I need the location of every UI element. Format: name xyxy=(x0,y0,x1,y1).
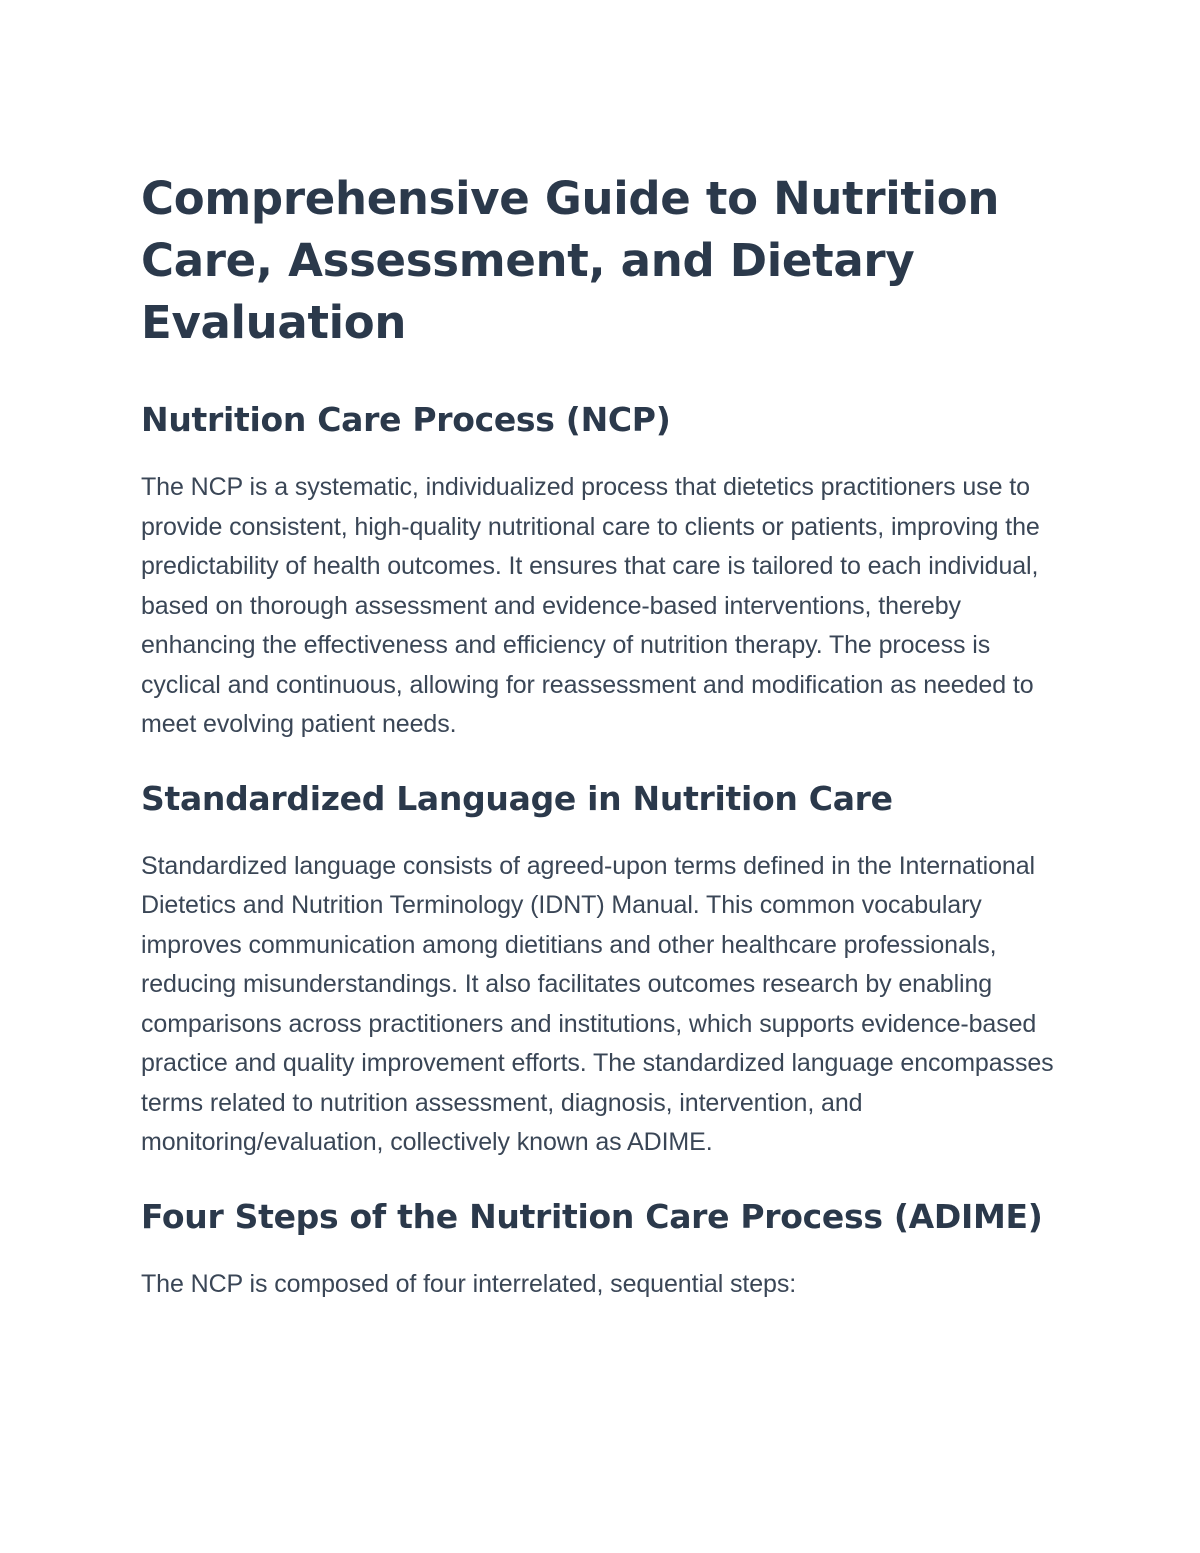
section-heading: Standardized Language in Nutrition Care xyxy=(141,778,893,818)
document-title: Comprehensive Guide to Nutrition Care, Assessment, and Dietary Evaluation xyxy=(141,172,1000,349)
section-paragraph: The NCP is a systematic, individualized process that dietetics practitioners use to provide consistent, high-quality nutritional care to clients or patients, improving the predictability of health outcomes. It ensures that care is tailored to each individual, based on thorough assessment and evidence-based interventions, thereby enhancing the effectiveness and efficiency of nutrition therapy. The process is cyclical and continuous, allowing for reassessment and modification as needed to meet evolving patient needs. xyxy=(141,473,1040,738)
section-paragraph: Standardized language consists of agreed-upon terms defined in the International Dietetics and Nutrition Terminology (IDNT) Manual. This common vocabulary improves communication among dietitians and other healthcare professionals, reducing misunderstandings. It also facilitates outcomes research by enabling comparisons across practitioners and institutions, which supports evidence-based practice and quality improvement efforts. The standardized language encompasses terms related to nutrition assessment, diagnosis, intervention, and monitoring/evaluation, collectively known as ADIME. xyxy=(141,851,1054,1156)
section-standardized-language xyxy=(141,779,1061,1163)
document-page xyxy=(141,168,1061,1338)
section-paragraph: The NCP is composed of four interrelated, sequential steps: xyxy=(141,1269,797,1298)
section-heading: Nutrition Care Process (NCP) xyxy=(141,400,671,439)
section-adime-steps xyxy=(141,1197,1061,1305)
section-ncp xyxy=(141,400,1061,745)
section-heading: Four Steps of the Nutrition Care Process (ADIME) xyxy=(141,1196,1043,1236)
